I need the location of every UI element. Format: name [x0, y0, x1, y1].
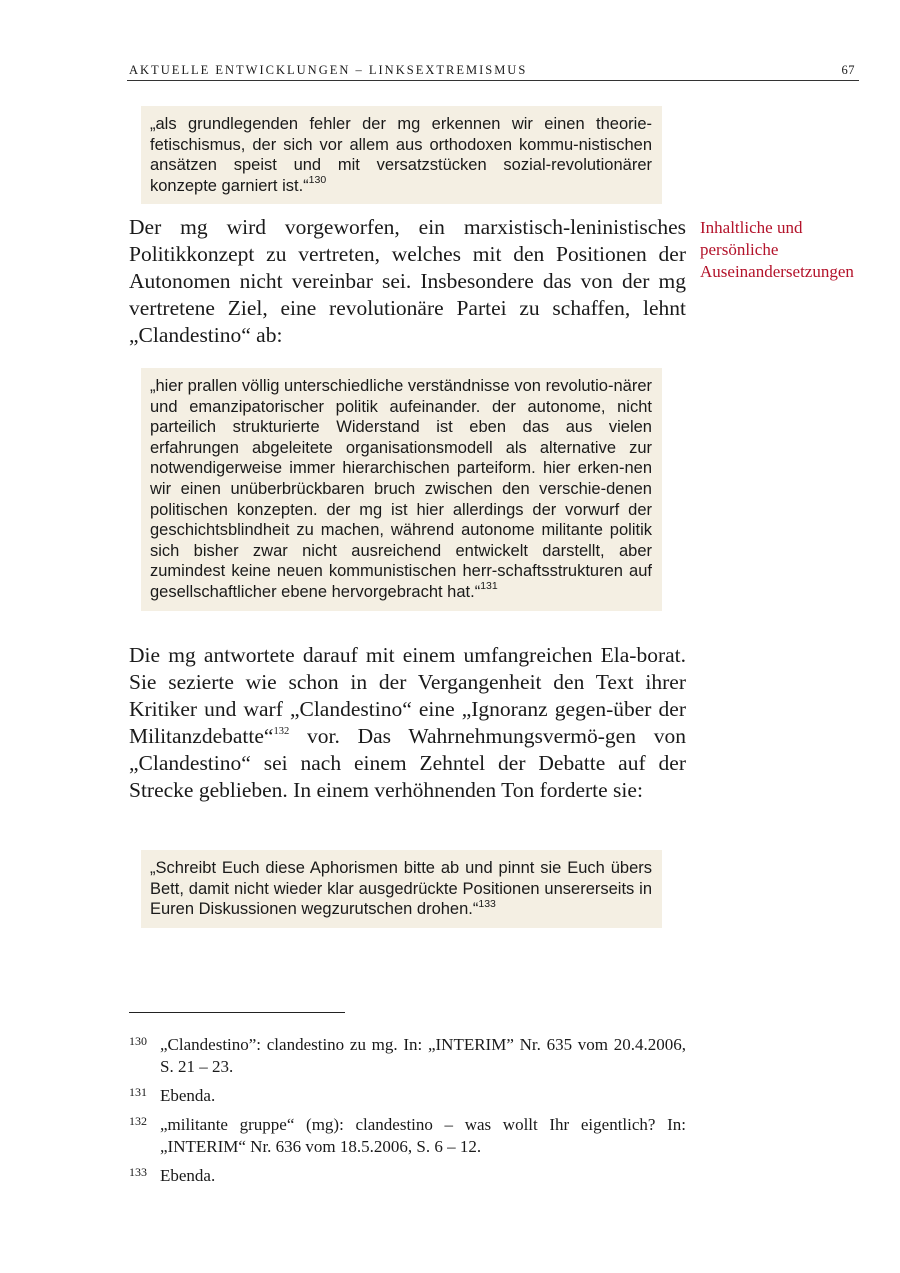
footnote-ref: 130 — [308, 174, 327, 187]
footnote-number: 130 — [129, 1034, 147, 1048]
paragraph-text: vor. Das Wahrnehmungsvermö-gen von „Clandestino“ sei nach einem Zehntel der Debatte auf der Strecke geblieben. In einem verhöhnenden Ton forderte sie: — [129, 724, 686, 802]
margin-note: Inhaltliche und persönliche Auseinandersetzungen — [700, 218, 854, 281]
footnote-131 — [129, 1085, 686, 1107]
footnote-132 — [129, 1114, 686, 1158]
paragraph-1: Der mg wird vorgeworfen, ein marxistisch-leninistisches Politikkonzept zu vertreten, welches mit den Positionen der Autonomen nicht vereinbar sei. Insbesondere das von der mg vertretene Ziel, eine revolutionäre Partei zu schaffen, lehnt „Clandestino“ ab: — [129, 215, 686, 347]
quote-text: „als grundlegenden fehler der mg erkennen wir einen theorie-fetischismus, der sich vor allem aus orthodoxen kommu-nistischen ansätzen speist und mit versatzstücken sozial-revolutionärer konzepte garniert ist.“ — [150, 115, 652, 195]
footnote-text: Ebenda. — [160, 1166, 216, 1185]
quote-text: „hier prallen völlig unterschiedliche verständnisse von revolutio-närer und emanzipatorischer politik aufeinander. der autonome, nicht parteilich strukturierte Widerstand ist eben das aus vielen erfahrungen abgeleitete organisationsmodell als alternative zur notwendigerweise immer hierarchischen parteiform. hier erken-nen wir einen unüberbrückbaren bruch zwischen den verschie-denen politischen konzepten. der mg ist hier allerdings der vorwurf der geschichtsblindheit zu machen, während autonome militante politik sich bisher zwar nicht ausreichend entwickelt darstellt, aber zumindest keine neuen kommunistischen herr-schaftsstrukturen auf gesellschaftlicher ebene hervorgebracht hat.“ — [150, 377, 652, 601]
quote-text: „Schreibt Euch diese Aphorismen bitte ab und pinnt sie Euch übers Bett, damit nicht wieder klar ausgedrückte Positionen unsererseits in Euren Diskussionen wegzurutschen drohen.“ — [150, 859, 652, 919]
paragraph-text: Die mg antwortete darauf mit einem umfangreichen Ela-borat. Sie sezierte wie schon in der Vergangenheit den Text ihrer Kritiker und warf „Clandestino“ eine „Ignoranz gegen-über der Militanzdebatte“ — [129, 643, 686, 748]
block-quote-3 — [141, 850, 662, 928]
footnote-number: 131 — [129, 1085, 147, 1099]
footnote-ref: 131 — [480, 580, 498, 593]
footnote-ref: 132 — [273, 725, 290, 737]
footnote-number: 133 — [129, 1165, 147, 1179]
footnote-ref: 133 — [478, 897, 496, 910]
running-title: AKTUELLE ENTWICKLUNGEN – LINKSEXTREMISMUS — [129, 63, 528, 77]
footnote-text: Ebenda. — [160, 1086, 216, 1105]
block-quote-2 — [141, 368, 662, 611]
footnote-130 — [129, 1034, 686, 1078]
footnote-number: 132 — [129, 1114, 147, 1128]
footnote-text: „Clandestino”: clandestino zu mg. In: „INTERIM” Nr. 635 vom 20.4.2006, S. 21 – 23. — [160, 1035, 686, 1076]
running-header — [127, 62, 859, 81]
paragraph-2 — [129, 642, 686, 804]
block-quote-1 — [141, 106, 662, 204]
footnote-133 — [129, 1165, 686, 1187]
footnote-text: „militante gruppe“ (mg): clandestino – was wollt Ihr eigentlich? In: „INTERIM“ Nr. 636 vom 18.5.2006, S. 6 – 12. — [160, 1115, 686, 1156]
footnote-separator — [129, 1012, 345, 1013]
page-number: 67 — [841, 63, 855, 77]
